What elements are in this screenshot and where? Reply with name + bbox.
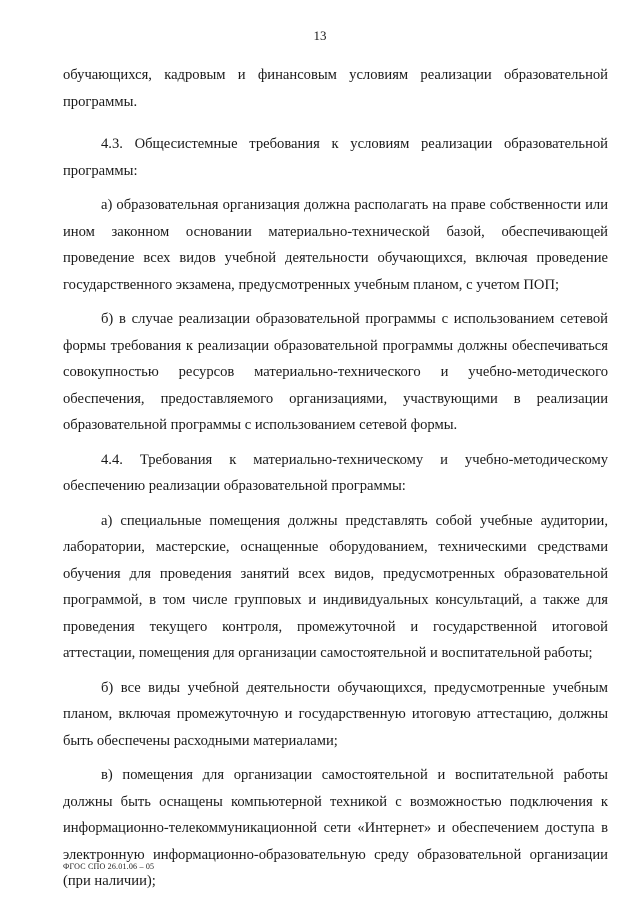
paragraph-4-3-a: а) образовательная организация должна располагать на праве собственности или ином законном основании материально-технической базой, обеспечивающей проведение всех видов учебной деятельности обучающихся, включая проведение государственного экзамена, предусмотренных учебным планом, с учетом ПОП; — [63, 197, 608, 293]
paragraph-4-3-b: б) в случае реализации образовательной программы с использованием сетевой формы требования к реализации образовательной программы должны обеспечиваться совокупностью ресурсов материально-технического и учебно-методического обеспечения, предоставляемого организациями, участвующими в реализации образовательной программы с использованием сетевой формы. — [63, 311, 608, 433]
paragraph-4-4-a: а) специальные помещения должны представлять собой учебные аудитории, лаборатории, мастерские, оснащенные оборудованием, техническими средствами обучения для проведения занятий всех видов, предусмотренных образовательной программой, в том числе групповых и индивидуальных консультаций, а также для проведения текущего контроля, промежуточной и государственной итоговой аттестации, помещения для организации самостоятельной и воспитательной работы; — [63, 512, 608, 661]
paragraph-section-4-3: 4.3. Общесистемные требования к условиям реализации образовательной программы: — [63, 136, 608, 179]
page-number: 13 — [313, 28, 327, 43]
paragraph-continuation: обучающихся, кадровым и финансовым условиям реализации образовательной программы. — [63, 67, 608, 110]
paragraph-section-4-4: 4.4. Требования к материально-техническому и учебно-методическому обеспечению реализации образовательной программы: — [63, 451, 608, 494]
paragraph-4-4-v: в) помещения для организации самостоятельной и воспитательной работы должны быть оснащены компьютерной техникой с возможностью подключения к информационно-телекоммуникационной сети «Интернет» и обеспечением доступа в электронную информационно-образовательную среду образовательной организации (при наличии); — [63, 767, 608, 889]
paragraph-4-4-b: б) все виды учебной деятельности обучающихся, предусмотренные учебным планом, включая промежуточную и государственную итоговую аттестацию, должны быть обеспечены расходными материалами; — [63, 679, 608, 749]
document-body — [63, 62, 608, 903]
document-footer-code: ФГОС СПО 26.01.06 – 05 — [63, 862, 155, 871]
